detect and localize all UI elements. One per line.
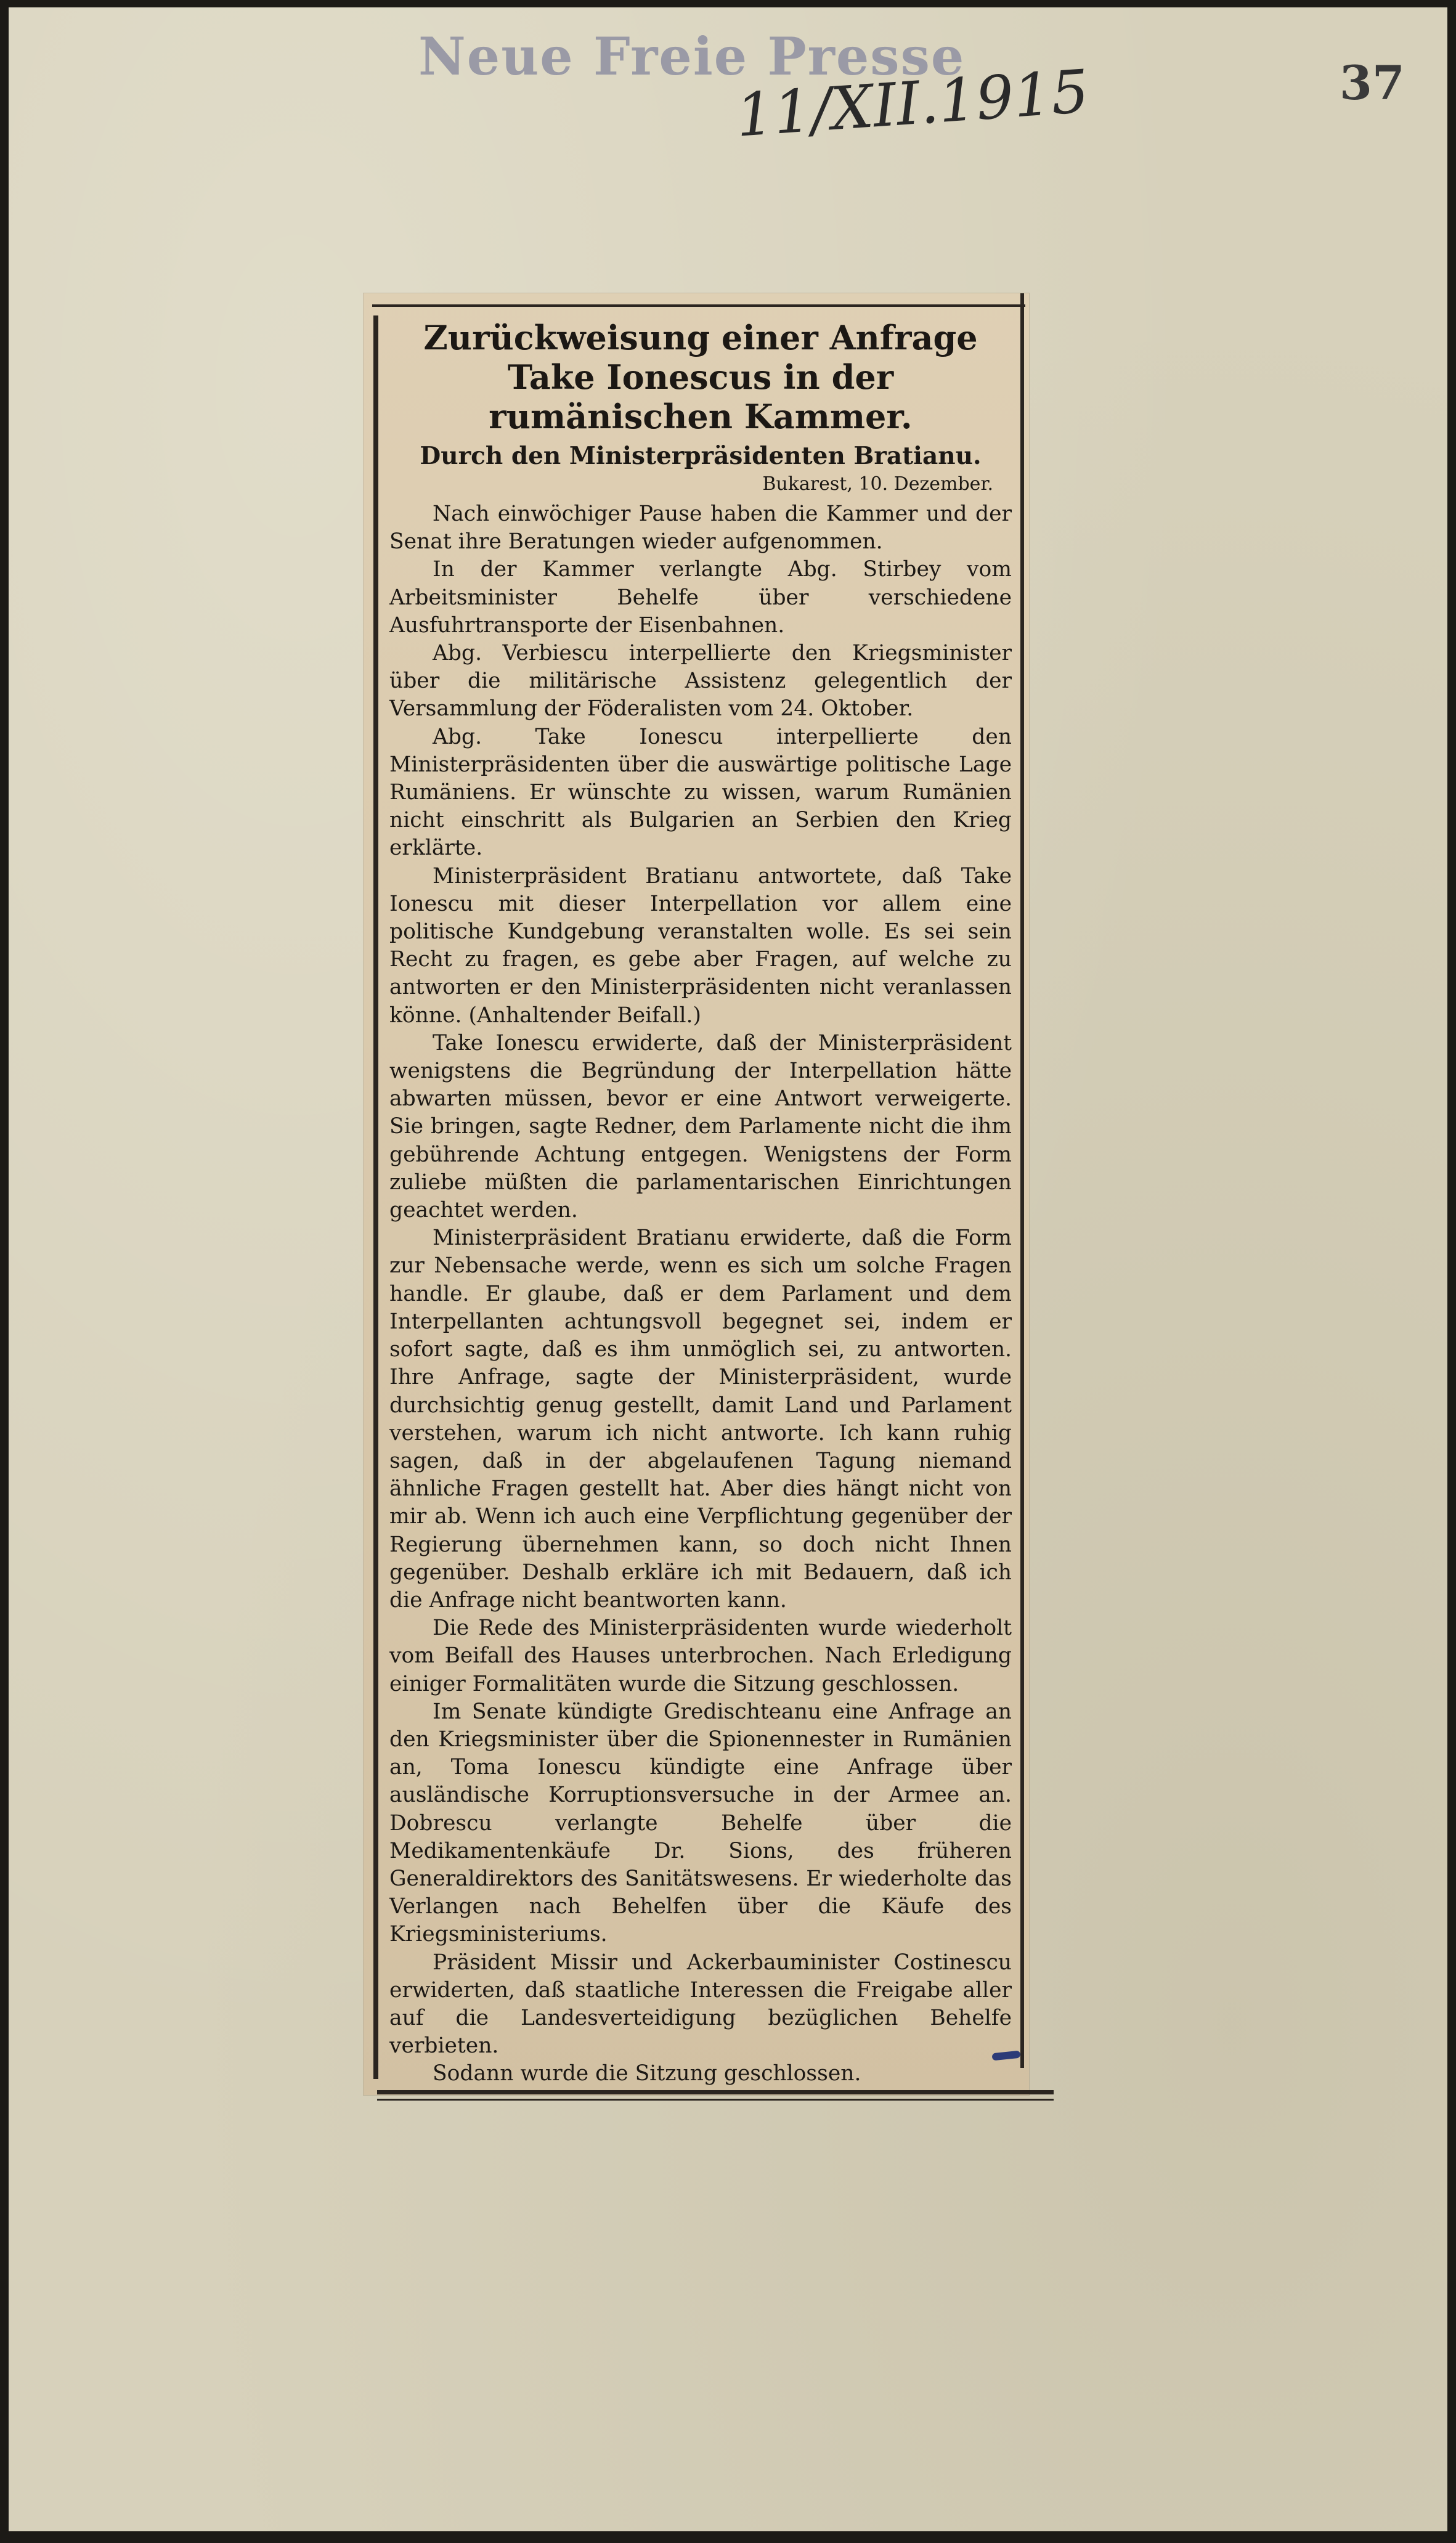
article-paragraph: Nach einwöchiger Pause haben die Kammer und der Senat ihre Beratungen wieder aufgenommen. <box>389 502 1012 555</box>
article-paragraph: Take Ionescu erwiderte, daß der Ministerpräsident wenigstens die Begründung der Interpellation hätte abwarten müssen, bevor er eine Antwort verweigerte. Sie bringen, sagte Redner, dem Parlamente nicht die ihm gebührende Achtung entgegen. Wenigstens der Form zuliebe müßten die parlamentarischen Einrichtungen geachtet werden. <box>389 1030 1012 1223</box>
article-paragraph: In der Kammer verlangte Abg. Stirbey vom Arbeitsminister Behelfe über verschiedene Ausfuhrtransporte der Eisenbahnen. <box>389 557 1012 638</box>
article-paragraph: Die Rede des Ministerpräsidenten wurde wiederholt vom Beifall des Hauses unterbrochen. Nach Erledigung einiger Formalitäten wurde die Sitzung geschlossen. <box>389 1616 1012 1696</box>
clipping-left-rule <box>373 315 378 2079</box>
article-paragraph: Ministerpräsident Bratianu antwortete, daß Take Ionescu mit dieser Interpellation vor allem eine politische Kundgebung veranstalten wolle. Es sei sein Recht zu fragen, es gebe aber Fragen, auf welche zu antworten er den Ministerpräsidenten nicht veranlassen könne. (Anhaltender Beifall.) <box>389 863 1012 1028</box>
page-number: 37 <box>1340 55 1405 110</box>
clipping-bottom-rule-thin <box>377 2099 1054 2101</box>
article-paragraph: Sodann wurde die Sitzung geschlossen. <box>433 2061 861 2086</box>
article-subhead: Durch den Ministerpräsidenten Bratianu. <box>420 442 982 470</box>
newspaper-stamp: Neue Freie Presse <box>418 26 966 87</box>
article-paragraph: Präsident Missir und Ackerbauminister Costinescu erwiderten, daß staatliche Interessen die Freigabe aller auf die Landesverteidigung bezüglichen Behelfe verbieten. <box>389 1950 1012 2059</box>
clipping-right-rule <box>1020 293 1024 2068</box>
article-dateline: Bukarest, 10. Dezember. <box>762 473 993 495</box>
clipping-bottom-rule <box>377 2090 1054 2094</box>
article-paragraph: Abg. Take Ionescu interpellierte den Ministerpräsidenten über die auswärtige politische Lage Rumäniens. Er wünschte zu wissen, warum Rumänien nicht einschritt als Bulgarien an Serbien den Krieg erklärte. <box>389 724 1012 861</box>
article-paragraph: Abg. Verbiescu interpellierte den Kriegsminister über die militärische Assistenz gelegentlich der Versammlung der Föderalisten vom 24. Oktober. <box>389 641 1012 722</box>
handwritten-date: 11/XII.1915 <box>733 57 1091 150</box>
clipping-top-rule <box>372 304 1025 307</box>
article-headline: Zurückweisung einer Anfrage Take Ionescus in der rumänischen Kammer. <box>423 318 978 436</box>
article-column <box>389 318 1012 2088</box>
article-paragraph: Im Senate kündigte Gredischteanu eine Anfrage an den Kriegsminister über die Spionennester in Rumänien an, Toma Ionescu kündigte eine Anfrage über ausländische Korruptionsversuche in der Armee an. Dobrescu verlangte Behelfe über die Medikamentenkäufe Dr. Sions, des früheren Generaldirektors des Sanitätswesens. Er wiederholte das Verlangen nach Behelfen über die Käufe des Kriegsministeriums. <box>389 1699 1012 1947</box>
article-paragraph: Ministerpräsident Bratianu erwiderte, daß die Form zur Nebensache werde, wenn es sich um solche Fragen handle. Er glaube, daß er dem Parlament und dem Interpellanten achtungsvoll begegnet sei, indem er sofort sagte, daß es ihm unmöglich sei, zu antworten. Ihre Anfrage, sagte der Ministerpräsident, wurde durchsichtig genug gestellt, damit Land und Parlament verstehen, warum ich nicht antworte. Ich kann ruhig sagen, daß in der abgelaufenen Tagung niemand ähnliche Fragen gestellt hat. Aber dies hängt nicht von mir ab. Wenn ich auch eine Verpflichtung gegenüber der Regierung übernehmen kann, so doch nicht Ihnen gegenüber. Deshalb erkläre ich mit Bedauern, daß ich die Anfrage nicht beantworten kann. <box>389 1226 1012 1613</box>
